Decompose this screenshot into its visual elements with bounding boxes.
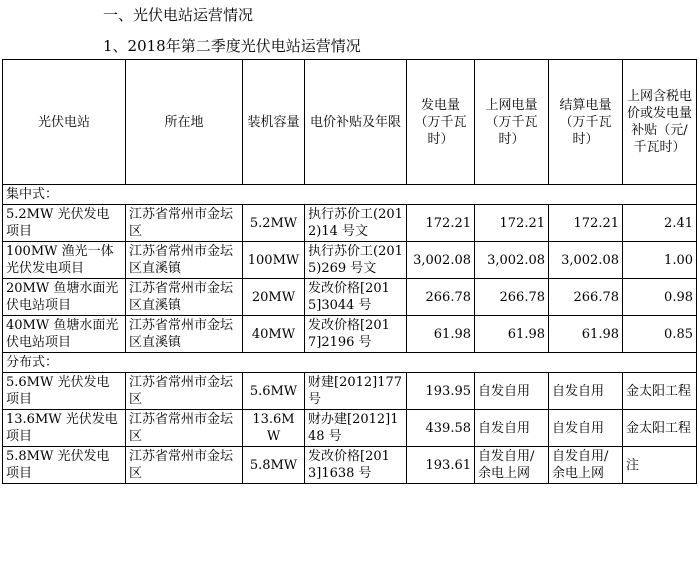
cell-settled-power: 266.78: [549, 279, 623, 316]
col-header-settled-power: 结算电量（万千瓦时）: [549, 60, 623, 185]
cell-settled-power: 自发自用/余电上网: [549, 447, 623, 484]
cell-capacity: 13.6MW: [243, 410, 305, 447]
cell-subsidy: 执行苏价工(2012)14 号文: [305, 205, 407, 242]
table-row: [3, 410, 697, 447]
cell-settled-power: 3,002.08: [549, 242, 623, 279]
cell-location: 江苏省常州市金坛区直溪镇: [126, 316, 243, 353]
cell-station: 40MW 鱼塘水面光伏电站项目: [3, 316, 126, 353]
cell-settled-power: 172.21: [549, 205, 623, 242]
cell-grid-power: 172.21: [475, 205, 549, 242]
cell-tariff: 注: [623, 447, 697, 484]
table-row: [3, 205, 697, 242]
table-row: [3, 447, 697, 484]
cell-grid-power: 61.98: [475, 316, 549, 353]
cell-grid-power: 自发自用: [475, 373, 549, 410]
table-row: [3, 373, 697, 410]
cell-tariff: 1.00: [623, 242, 697, 279]
cell-settled-power: 自发自用: [549, 410, 623, 447]
cell-settled-power: 61.98: [549, 316, 623, 353]
cell-station: 100MW 渔光一体光伏发电项目: [3, 242, 126, 279]
table-row: [3, 279, 697, 316]
cell-grid-power: 自发自用/余电上网: [475, 447, 549, 484]
col-header-location: 所在地: [126, 60, 243, 185]
section-label: 分布式：: [3, 353, 697, 373]
cell-generation: 3,002.08: [407, 242, 475, 279]
col-header-grid-power: 上网电量（万千瓦时）: [475, 60, 549, 185]
cell-subsidy: 财办建[2012]148 号: [305, 410, 407, 447]
cell-subsidy: 发改价格[2017]2196 号: [305, 316, 407, 353]
cell-generation: 172.21: [407, 205, 475, 242]
cell-location: 江苏省常州市金坛区: [126, 410, 243, 447]
cell-subsidy: 发改价格[2013]1638 号: [305, 447, 407, 484]
cell-generation: 193.95: [407, 373, 475, 410]
pv-station-operations-table: [2, 59, 697, 484]
cell-capacity: 5.2MW: [243, 205, 305, 242]
cell-generation: 193.61: [407, 447, 475, 484]
cell-capacity: 5.8MW: [243, 447, 305, 484]
table-row: [3, 316, 697, 353]
subsection-heading: 1、2018年第二季度光伏电站运营情况: [103, 37, 361, 55]
cell-grid-power: 自发自用: [475, 410, 549, 447]
cell-grid-power: 3,002.08: [475, 242, 549, 279]
section-row: [3, 185, 697, 205]
cell-generation: 266.78: [407, 279, 475, 316]
cell-tariff: 2.41: [623, 205, 697, 242]
section-row: [3, 353, 697, 373]
cell-subsidy: 执行苏价工(2015)269 号文: [305, 242, 407, 279]
cell-subsidy: 财建[2012]177 号: [305, 373, 407, 410]
cell-grid-power: 266.78: [475, 279, 549, 316]
section-heading: 一、光伏电站运营情况: [103, 6, 254, 24]
cell-generation: 61.98: [407, 316, 475, 353]
cell-tariff: 金太阳工程: [623, 410, 697, 447]
table-header-row: [3, 60, 697, 185]
col-header-generation: 发电量（万千瓦时）: [407, 60, 475, 185]
cell-subsidy: 发改价格[2015]3044 号: [305, 279, 407, 316]
cell-station: 5.6MW 光伏发电项目: [3, 373, 126, 410]
cell-location: 江苏省常州市金坛区直溪镇: [126, 242, 243, 279]
cell-location: 江苏省常州市金坛区直溪镇: [126, 279, 243, 316]
col-header-capacity: 装机容量: [243, 60, 305, 185]
cell-capacity: 40MW: [243, 316, 305, 353]
col-header-subsidy: 电价补贴及年限: [305, 60, 407, 185]
cell-location: 江苏省常州市金坛区: [126, 447, 243, 484]
cell-station: 13.6MW 光伏发电项目: [3, 410, 126, 447]
cell-location: 江苏省常州市金坛区: [126, 373, 243, 410]
cell-capacity: 5.6MW: [243, 373, 305, 410]
cell-settled-power: 自发自用: [549, 373, 623, 410]
col-header-station: 光伏电站: [3, 60, 126, 185]
cell-station: 5.2MW 光伏发电项目: [3, 205, 126, 242]
cell-station: 5.8MW 光伏发电项目: [3, 447, 126, 484]
section-label: 集中式：: [3, 185, 697, 205]
cell-location: 江苏省常州市金坛区: [126, 205, 243, 242]
cell-tariff: 0.85: [623, 316, 697, 353]
col-header-tariff: 上网含税电价或发电量补贴（元/千瓦时）: [623, 60, 697, 185]
cell-tariff: 金太阳工程: [623, 373, 697, 410]
cell-station: 20MW 鱼塘水面光伏电站项目: [3, 279, 126, 316]
cell-tariff: 0.98: [623, 279, 697, 316]
cell-generation: 439.58: [407, 410, 475, 447]
cell-capacity: 100MW: [243, 242, 305, 279]
table-row: [3, 242, 697, 279]
cell-capacity: 20MW: [243, 279, 305, 316]
